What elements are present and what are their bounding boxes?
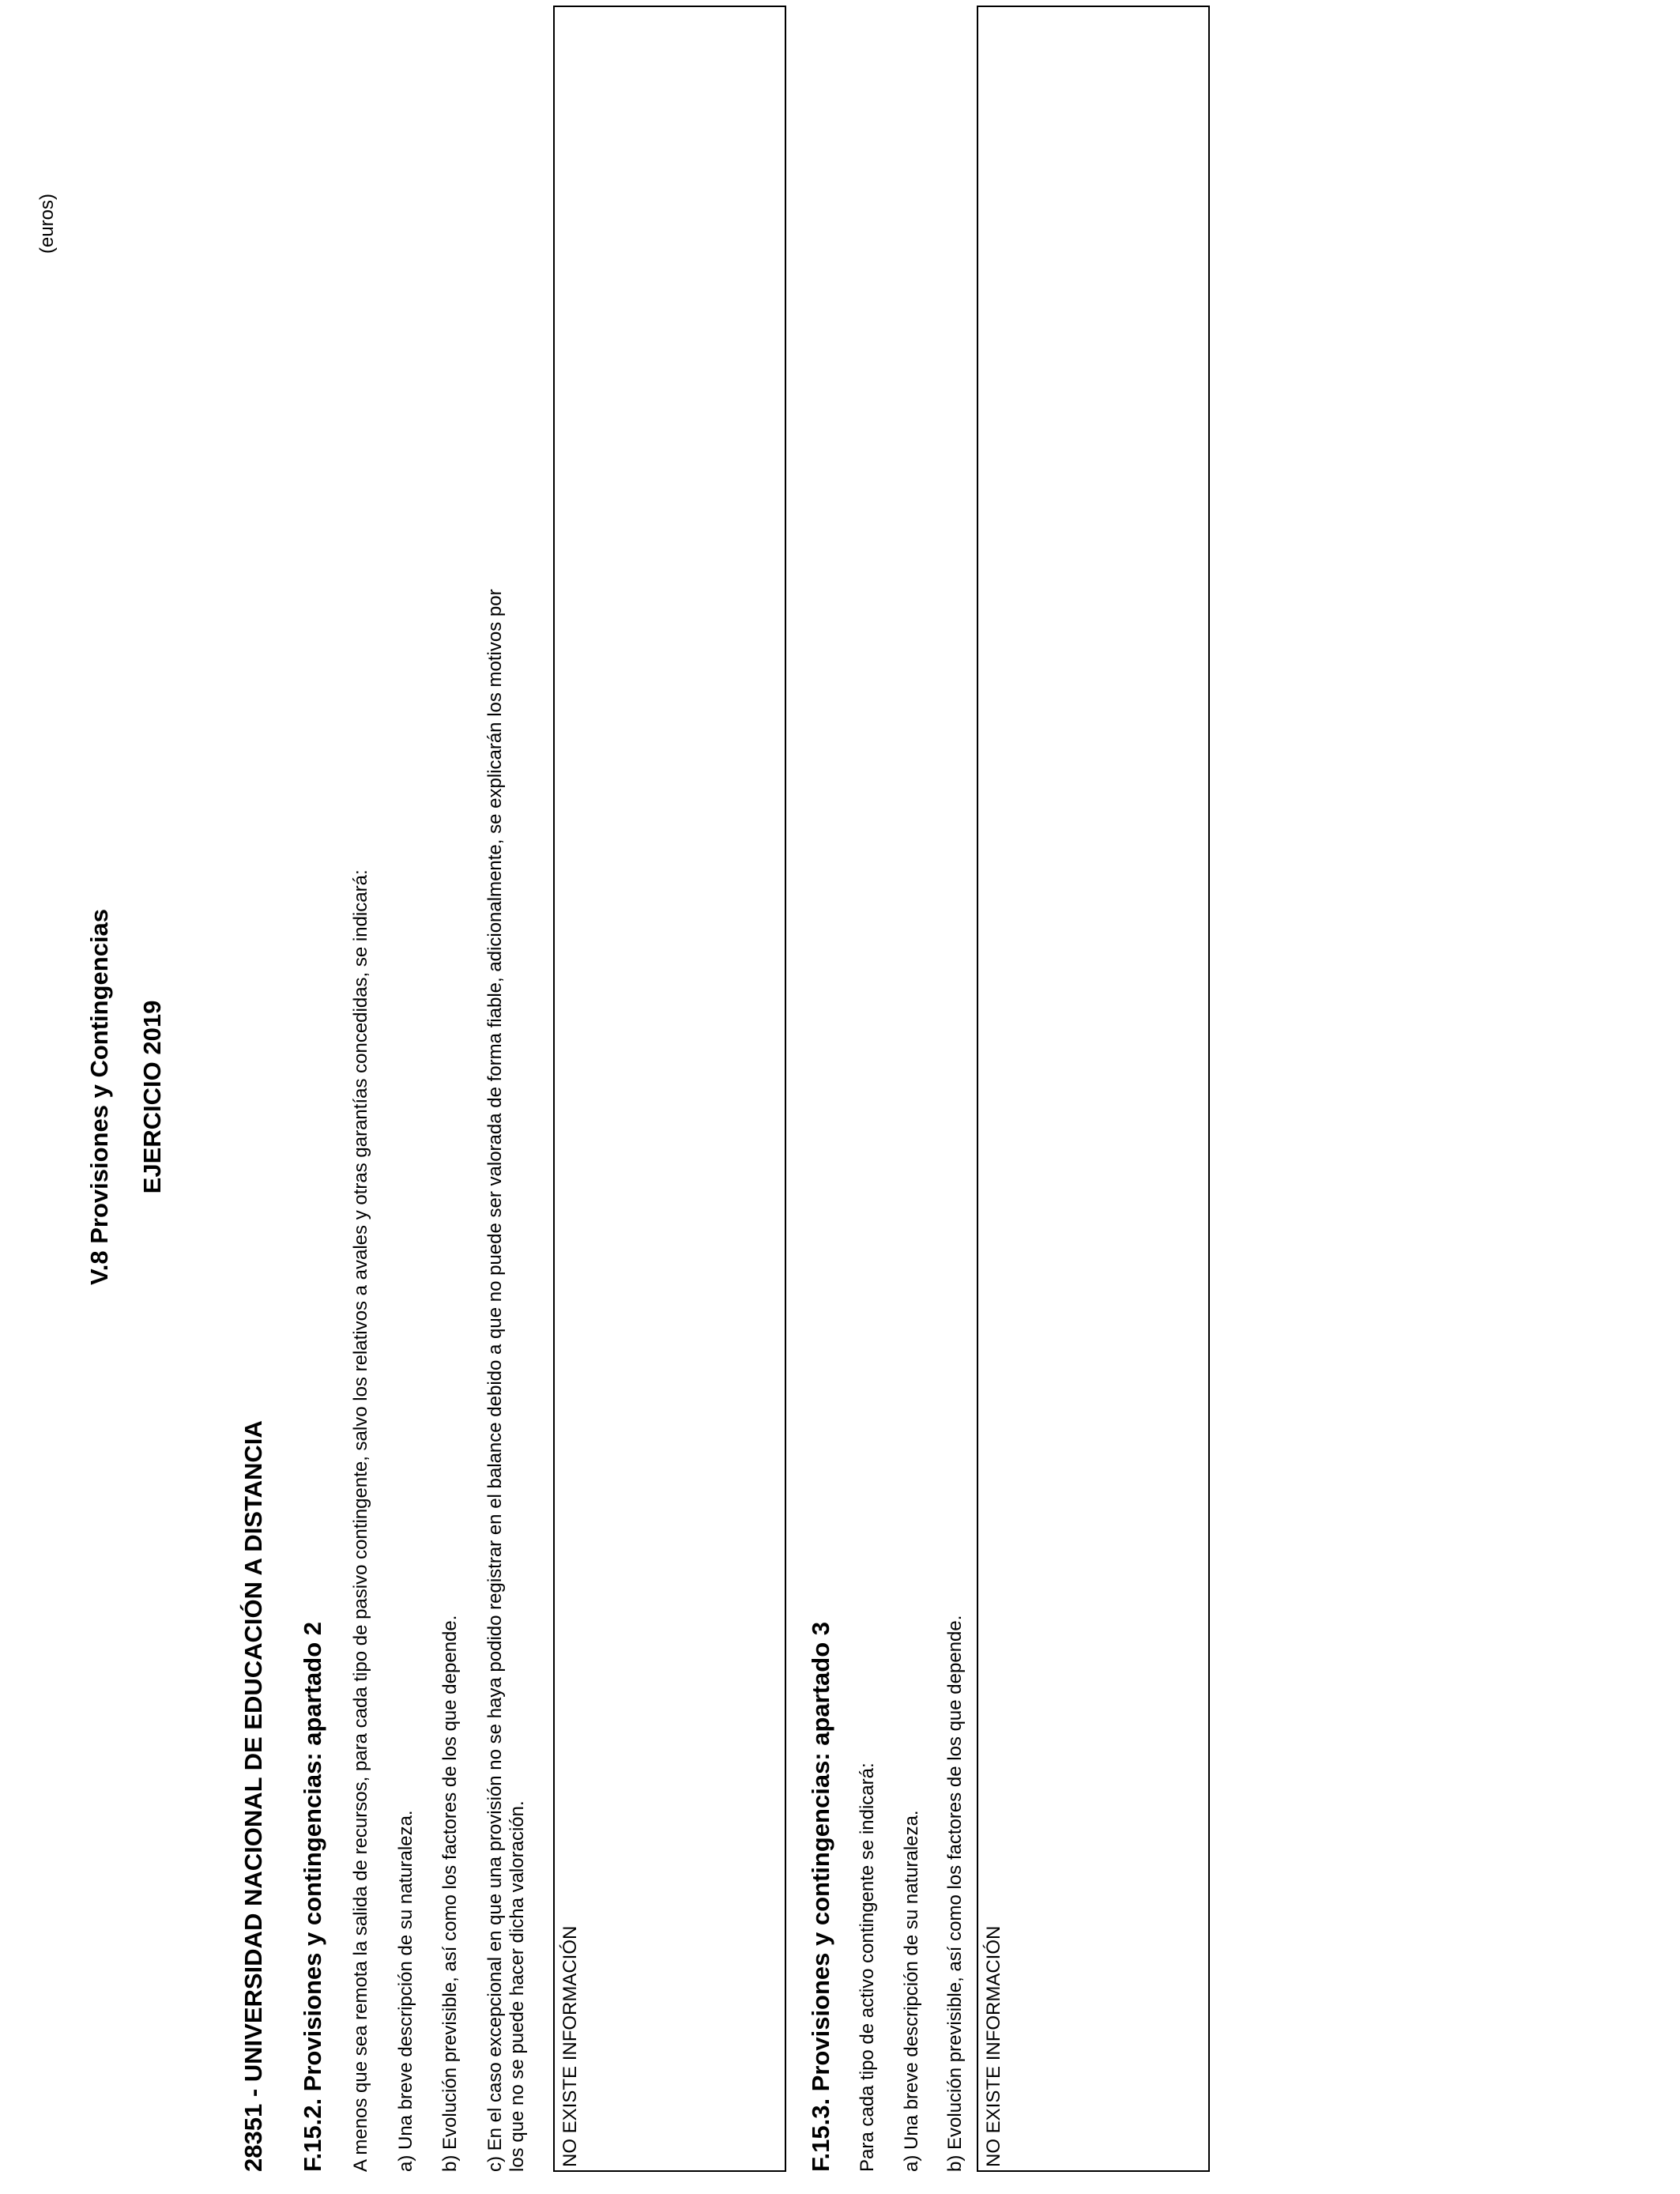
section-2-intro: A menos que sea remota la salida de recursos, para cada tipo de pasivo contingente, salvo los relativos a avales y otras garantías concedidas, se indicará: (350, 869, 371, 2172)
section-2-item-b: b) Evolución previsible, así como los factores de los que depende. (439, 1615, 461, 2172)
section-2-heading: F.15.2. Provisiones y contingencias: apartado 2 (299, 1621, 326, 2172)
section-2-item-a: a) Una breve descripción de su naturaleza. (395, 1810, 416, 2172)
currency-units: (euros) (36, 193, 58, 254)
section-2-content-box (553, 6, 786, 2172)
section-2-item-c-line-2: los que no se puede hacer dicha valoración. (507, 1800, 528, 2172)
section-3-content-text: NO EXISTE INFORMACIÓN (983, 1925, 1004, 2167)
exercise-year: EJERCICIO 2019 (138, 1000, 166, 1194)
section-3-content-box (977, 6, 1210, 2172)
section-2-content-text: NO EXISTE INFORMACIÓN (559, 1925, 581, 2167)
section-3-intro: Para cada tipo de activo contingente se indicará: (857, 1762, 878, 2172)
page-title: V.8 Provisiones y Contingencias (85, 908, 113, 1286)
section-3-item-a: a) Una breve descripción de su naturaleza. (901, 1810, 922, 2172)
section-3-item-b: b) Evolución previsible, así como los factores de los que depende. (944, 1615, 966, 2172)
section-3-heading: F.15.3. Provisiones y contingencias: apartado 3 (807, 1621, 834, 2172)
entity-name: 28351 - UNIVERSIDAD NACIONAL DE EDUCACIÓN A DISTANCIA (239, 1420, 267, 2172)
section-2-item-c-line-1: c) En el caso excepcional en que una provisión no se haya podido registrar en el balance debido a que no puede ser valorada de forma fiable, adicionalmente, se explicarán los motivos por (484, 589, 506, 2172)
